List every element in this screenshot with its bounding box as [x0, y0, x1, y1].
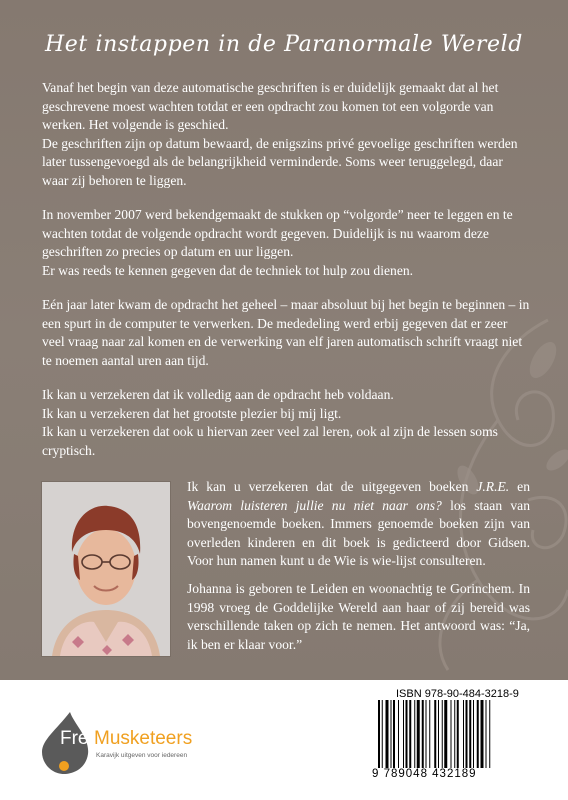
paragraph-2-line-1: In november 2007 werd bekendgemaakt de stukken op “volgorde” neer te leggen en te wachten totdat de volgende opdracht wordt gegeven. Duidelijk is nu waarom deze geschriften zo precies op datum en uur liggen. [42, 207, 513, 260]
barcode-bar [409, 700, 411, 768]
barcode-bar [393, 700, 395, 768]
barcode-bar [463, 700, 464, 768]
paragraph-4 [42, 386, 530, 460]
author-photo [42, 482, 170, 656]
barcode-bar [422, 700, 424, 768]
paragraph-5-and: en [509, 479, 530, 494]
barcode-bar [398, 700, 399, 768]
barcode [376, 700, 526, 770]
barcode-bar [451, 700, 452, 768]
barcode-bar [454, 700, 455, 768]
barcode-bar [414, 700, 415, 768]
paragraph-6-text: Johanna is geboren te Leiden en woonachtig te Gorinchem. In 1998 vroeg de Goddelijke Wereld aan haar of zij bereid was verschillende taken op zich te nemen. Het antwoord was: “Ja, ik ben er klaar voor.” [187, 581, 530, 652]
logo-tagline: Karavijk uitgeven voor iedereen [96, 752, 188, 759]
logo-musketeers-text: Musketeers [94, 728, 193, 749]
barcode-bar [473, 700, 474, 768]
barcode-bar [469, 700, 471, 768]
isbn-label: ISBN 978-90-484-3218-9 [396, 688, 519, 700]
paragraph-3 [42, 296, 530, 370]
barcode-bar [417, 700, 420, 768]
barcode-bar [429, 700, 430, 768]
book-title-jre: J.R.E. [476, 479, 510, 494]
cover-title: Het instappen in de Paranormale Wereld [45, 32, 523, 57]
barcode-bar [434, 700, 436, 768]
barcode-bar [444, 700, 447, 768]
barcode-bar [386, 700, 389, 768]
barcode-bar [457, 700, 459, 768]
paragraph-6 [187, 580, 530, 654]
paragraph-1 [42, 79, 530, 191]
barcode-number: 9 789048 432189 [372, 768, 477, 780]
paragraph-5 [187, 478, 530, 571]
paragraph-4-line-3: Ik kan u verzekeren dat ook u hiervan zeer veel zal leren, ook al zijn de lessen soms cryptisch. [42, 424, 498, 458]
paragraph-1-line-2: De geschriften zijn op datum bewaard, de enigszins privé gevoelige geschriften werden later tussengevoegd als de belangrijkheid verminderde. Soms weer teruggelegd, daar waar zij behoren te liggen. [42, 135, 518, 188]
barcode-bar [442, 700, 443, 768]
paragraph-5-pre: Ik kan u verzekeren dat de uitgegeven boeken [187, 479, 477, 494]
paragraph-4-line-1: Ik kan u verzekeren dat ik volledig aan de opdracht heb voldaan. [42, 387, 394, 402]
barcode-bar [466, 700, 468, 768]
paragraph-2-line-2: Er was reeds te kennen gegeven dat de techniek tot hulp zou dienen. [42, 262, 414, 278]
barcode-bar [426, 700, 427, 768]
paragraph-3-text: Eén jaar later kwam de opdracht het geheel – maar absoluut bij het begin te beginnen – in een spurt in de computer te verwerken. De mededeling werd erbij gegeven dat er zeer veel vraag naar zal komen en de verwerking van elf jaren automatisch schrift vraagt niet te noemen aantal uren aan tijd. [42, 297, 530, 368]
author-portrait-image [42, 482, 170, 656]
barcode-bar [489, 700, 490, 768]
barcode-bar [481, 700, 484, 768]
paragraph-4-line-2: Ik kan u verzekeren dat het grootste plezier bij mij ligt. [42, 405, 342, 421]
barcode-bar [406, 700, 408, 768]
book-title-waarom: Waarom luisteren jullie nu niet naar ons? [187, 497, 442, 513]
barcode-bar [391, 700, 392, 768]
paragraph-5-post: los staan van bovengenoemde boeken. Immers genoemde boeken zijn van overleden kinderen en dit boek is gedicteerd door Gidsen. Voor hun namen kunt u de Wie is wie-lijst consulteren. [187, 497, 530, 569]
paragraph-5-text [187, 478, 530, 571]
paragraph-1-line-1: Vanaf het begin van deze automatische geschriften is er duidelijk gemaakt dat al het geschrevene moest wachten totdat er een opdracht zou komen tot een volgorde van werken. Het volgende is geschied. [42, 80, 499, 133]
paragraph-2 [42, 206, 530, 280]
barcode-bar [382, 700, 383, 768]
barcode-bar [438, 700, 439, 768]
logo-free-text: Free [60, 728, 100, 749]
barcode-bar [477, 700, 479, 768]
barcode-bar [378, 700, 380, 768]
publisher-logo [40, 708, 210, 778]
barcode-bar [403, 700, 404, 768]
barcode-bar [486, 700, 487, 768]
